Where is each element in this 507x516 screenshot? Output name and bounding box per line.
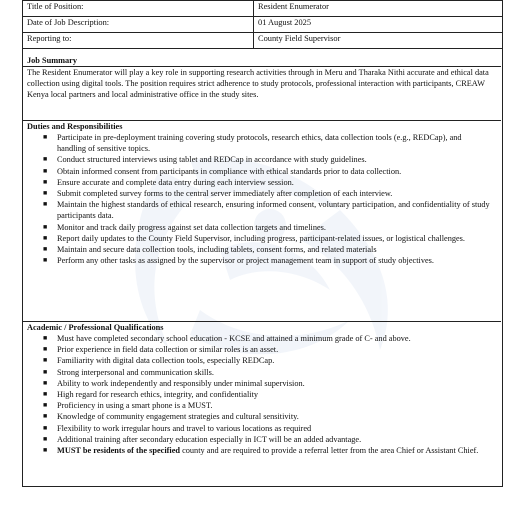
info-value: Resident Enumerator: [254, 1, 503, 17]
bullet-icon: ■: [43, 166, 48, 175]
bullet-icon: ■: [43, 434, 48, 443]
bullet-icon: ■: [43, 423, 48, 432]
list-item: [23, 177, 501, 188]
list-item: [23, 199, 501, 221]
bullet-icon: ■: [43, 189, 48, 198]
bullet-icon: ■: [43, 245, 48, 254]
list-item-text: High regard for research ethics, integrity, and confidentiality: [57, 390, 259, 400]
list-item-text: Ensure accurate and complete data entry during each interview session.: [57, 177, 294, 187]
list-item: [23, 244, 501, 255]
list-item: [23, 166, 501, 177]
list-item: [23, 389, 501, 400]
info-value: County Field Supervisor: [254, 33, 503, 49]
list-item: [23, 188, 501, 199]
list-item-text: Additional training after secondary education especially in ICT will be an added advantage.: [57, 434, 362, 444]
list-item-text: Ability to work independently and responsibly under minimal supervision.: [57, 378, 305, 388]
list-item-text: Strong interpersonal and communication skills.: [57, 367, 214, 377]
list-item: [23, 445, 501, 456]
list-item: [23, 333, 501, 344]
list-item: [23, 411, 501, 422]
list-item-text: Prior experience in field data collection or similar roles is an asset.: [57, 345, 279, 355]
list-item: [23, 378, 501, 389]
list-item-text: Submit completed survey forms to the central server immediately after completion of each interview.: [57, 189, 393, 199]
list-item-text: Familiarity with digital data collection tools, especially REDCap.: [57, 356, 275, 366]
position-info-table: [22, 0, 503, 49]
list-item: [23, 367, 501, 378]
list-item-text: Maintain the highest standards of ethical research, ensuring informed consent, voluntary participation, and confidentiality of study participants data.: [57, 200, 490, 221]
list-item: [23, 255, 501, 266]
bullet-icon: ■: [43, 446, 48, 455]
table-row: [23, 17, 503, 33]
list-item: [23, 423, 501, 434]
qualifications-list: [23, 333, 501, 456]
bullet-icon: ■: [43, 367, 48, 376]
residency-requirement-emphasis: MUST be residents of the specified: [57, 446, 180, 456]
duties-list: [23, 132, 501, 266]
info-value: 01 August 2025: [254, 17, 503, 33]
list-item: [23, 355, 501, 366]
list-item: [23, 132, 501, 154]
bullet-icon: ■: [43, 155, 48, 164]
bullet-icon: ■: [43, 378, 48, 387]
job-summary-heading: Job Summary: [27, 56, 78, 65]
list-item: [23, 344, 501, 355]
list-item: [23, 400, 501, 411]
table-row: [23, 33, 503, 49]
job-summary-text: The Resident Enumerator will play a key role in supporting research activities through in Meru and Tharaka Nithi accurate and ethical data collection using digital tools. The position requires strict adherence to study protocols, professional interaction with participants, CREAW Kenya local partners and local administrative office in the study sites.: [23, 66, 501, 101]
bullet-icon: ■: [43, 133, 48, 141]
bullet-icon: ■: [43, 222, 48, 231]
info-label: Date of Job Description:: [23, 17, 254, 33]
list-item-text: Knowledge of community engagement strategies and cultural sensitivity.: [57, 412, 299, 422]
qualifications-heading: Academic / Professional Qualifications: [27, 323, 164, 332]
bullet-icon: ■: [43, 334, 48, 342]
duties-heading: Duties and Responsibilities: [27, 122, 123, 131]
table-row: [23, 1, 503, 17]
bullet-icon: ■: [43, 390, 48, 399]
list-item: [23, 434, 501, 445]
bullet-icon: ■: [43, 345, 48, 354]
bullet-icon: ■: [43, 401, 48, 410]
info-label: Reporting to:: [23, 33, 254, 49]
bullet-icon: ■: [43, 412, 48, 421]
bullet-icon: ■: [43, 177, 48, 186]
bullet-icon: ■: [43, 256, 48, 265]
list-item-text: Participate in pre-deployment training covering study protocols, research ethics, data collection tools (e.g., REDCap), and handling of sensitive topics.: [57, 133, 462, 154]
qualifications-section: [23, 321, 501, 456]
list-item-text: Conduct structured interviews using tablet and REDCap in accordance with study guidelines.: [57, 155, 367, 165]
list-item-text: county and are required to provide a referral letter from the area Chief or Assistant Chief.: [180, 446, 479, 456]
duties-section: [23, 120, 501, 266]
list-item-text: Obtain informed consent from participants in compliance with ethical standards prior to data collection.: [57, 166, 402, 176]
list-item-text: Maintain and secure data collection tools, including tablets, consent forms, and related materials: [57, 245, 377, 255]
list-item-text: Report daily updates to the County Field Supervisor, including progress, participant-related issues, or logistical challenges.: [57, 233, 465, 243]
list-item-text: Flexibility to work irregular hours and travel to various locations as required: [57, 423, 312, 433]
bullet-icon: ■: [43, 233, 48, 242]
list-item: [23, 233, 501, 244]
bullet-icon: ■: [43, 200, 48, 209]
list-item-text: Perform any other tasks as assigned by the supervisor or project management team in support of study objectives.: [57, 256, 434, 266]
info-label: Title of Position:: [23, 1, 254, 17]
list-item: [23, 222, 501, 233]
bullet-icon: ■: [43, 356, 48, 365]
list-item: [23, 154, 501, 165]
list-item-text: Must have completed secondary school education - KCSE and attained a minimum grade of C- and above.: [57, 334, 411, 343]
job-summary-section: [23, 55, 501, 101]
list-item-text: Monitor and track daily progress against set data collection targets and timelines.: [57, 222, 326, 232]
list-item-text: Proficiency in using a smart phone is a MUST.: [57, 401, 213, 411]
